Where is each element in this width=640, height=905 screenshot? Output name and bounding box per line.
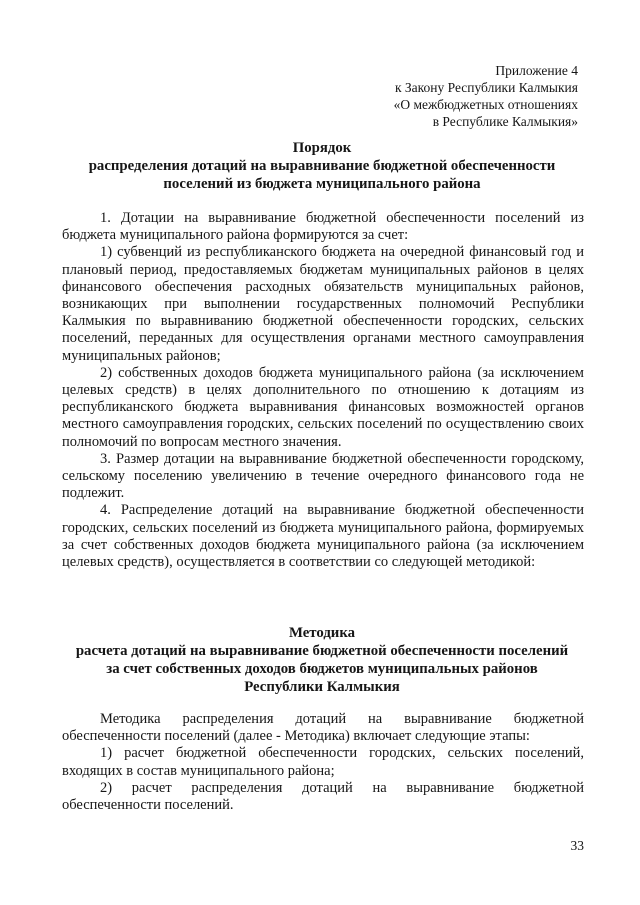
paragraph: 1) расчет бюджетной обеспеченности городских, сельских поселений, входящих в состав муниципального района; <box>62 745 584 779</box>
title-line: Порядок <box>292 140 352 156</box>
methodology-title <box>60 624 584 696</box>
paragraph: 3. Размер дотации на выравнивание бюджетной обеспеченности городскому, сельскому поселению увеличению в течение очередного финансового года не подлежит. <box>62 450 584 502</box>
annex-line: Приложение 4 <box>495 63 578 78</box>
annex-line: к Закону Республики Калмыкия <box>394 80 578 95</box>
title-line: за счет собственных доходов бюджетов муниципальных районов <box>106 661 538 677</box>
paragraph: 2) собственных доходов бюджета муниципального района (за исключением целевых средств) в целях дополнительного по отношению к дотациям из республиканского бюджета выравнивания финансовых возможностей органов местного самоуправления городских, сельских поселений по осуществлению своих полномочий по вопросам местного значения. <box>62 364 584 450</box>
paragraph: 2) расчет распределения дотаций на выравнивание бюджетной обеспеченности поселений. <box>62 779 584 814</box>
annex-line: в Республике Калмыкия» <box>432 114 578 129</box>
paragraph: 1) субвенций из республиканского бюджета на очередной финансовый год и плановый период, предоставляемых бюджетам муниципальных районов в целях финансового обеспечения расходных обязательств муниципальных районов, возникающих при выполнении государственных полномочий Республики Калмыкия по выравниванию бюджетной обеспеченности городских, сельских поселений, переданных для осуществления органами местного самоуправления муниципальных районов; <box>62 244 584 364</box>
title-line: поселений из бюджета муниципального района <box>163 176 481 192</box>
page-number: 33 <box>570 838 584 853</box>
title-line: распределения дотаций на выравнивание бюджетной обеспеченности <box>88 158 556 174</box>
paragraph: 4. Распределение дотаций на выравнивание бюджетной обеспеченности городских, сельских поселений из бюджета муниципального района, формируемых за счет собственных доходов бюджета муниципального района (за исключением целевых средств), осуществляется в соответствии со следующей методикой: <box>62 502 584 571</box>
title-line: Республики Калмыкия <box>244 679 400 695</box>
annex-line: «О межбюджетных отношениях <box>393 97 578 112</box>
procedure-title <box>60 139 584 193</box>
paragraph: Методика распределения дотаций на выравнивание бюджетной обеспеченности поселений (далее - Методика) включает следующие этапы: <box>62 711 584 745</box>
title-line: Методика <box>288 625 356 641</box>
annex-header <box>394 62 578 130</box>
procedure-body <box>62 210 584 571</box>
paragraph: 1. Дотации на выравнивание бюджетной обеспеченности поселений из бюджета муниципального района формируются за счет: <box>62 210 584 244</box>
methodology-body <box>62 711 584 814</box>
title-line: расчета дотаций на выравнивание бюджетной обеспеченности поселений <box>75 643 569 659</box>
